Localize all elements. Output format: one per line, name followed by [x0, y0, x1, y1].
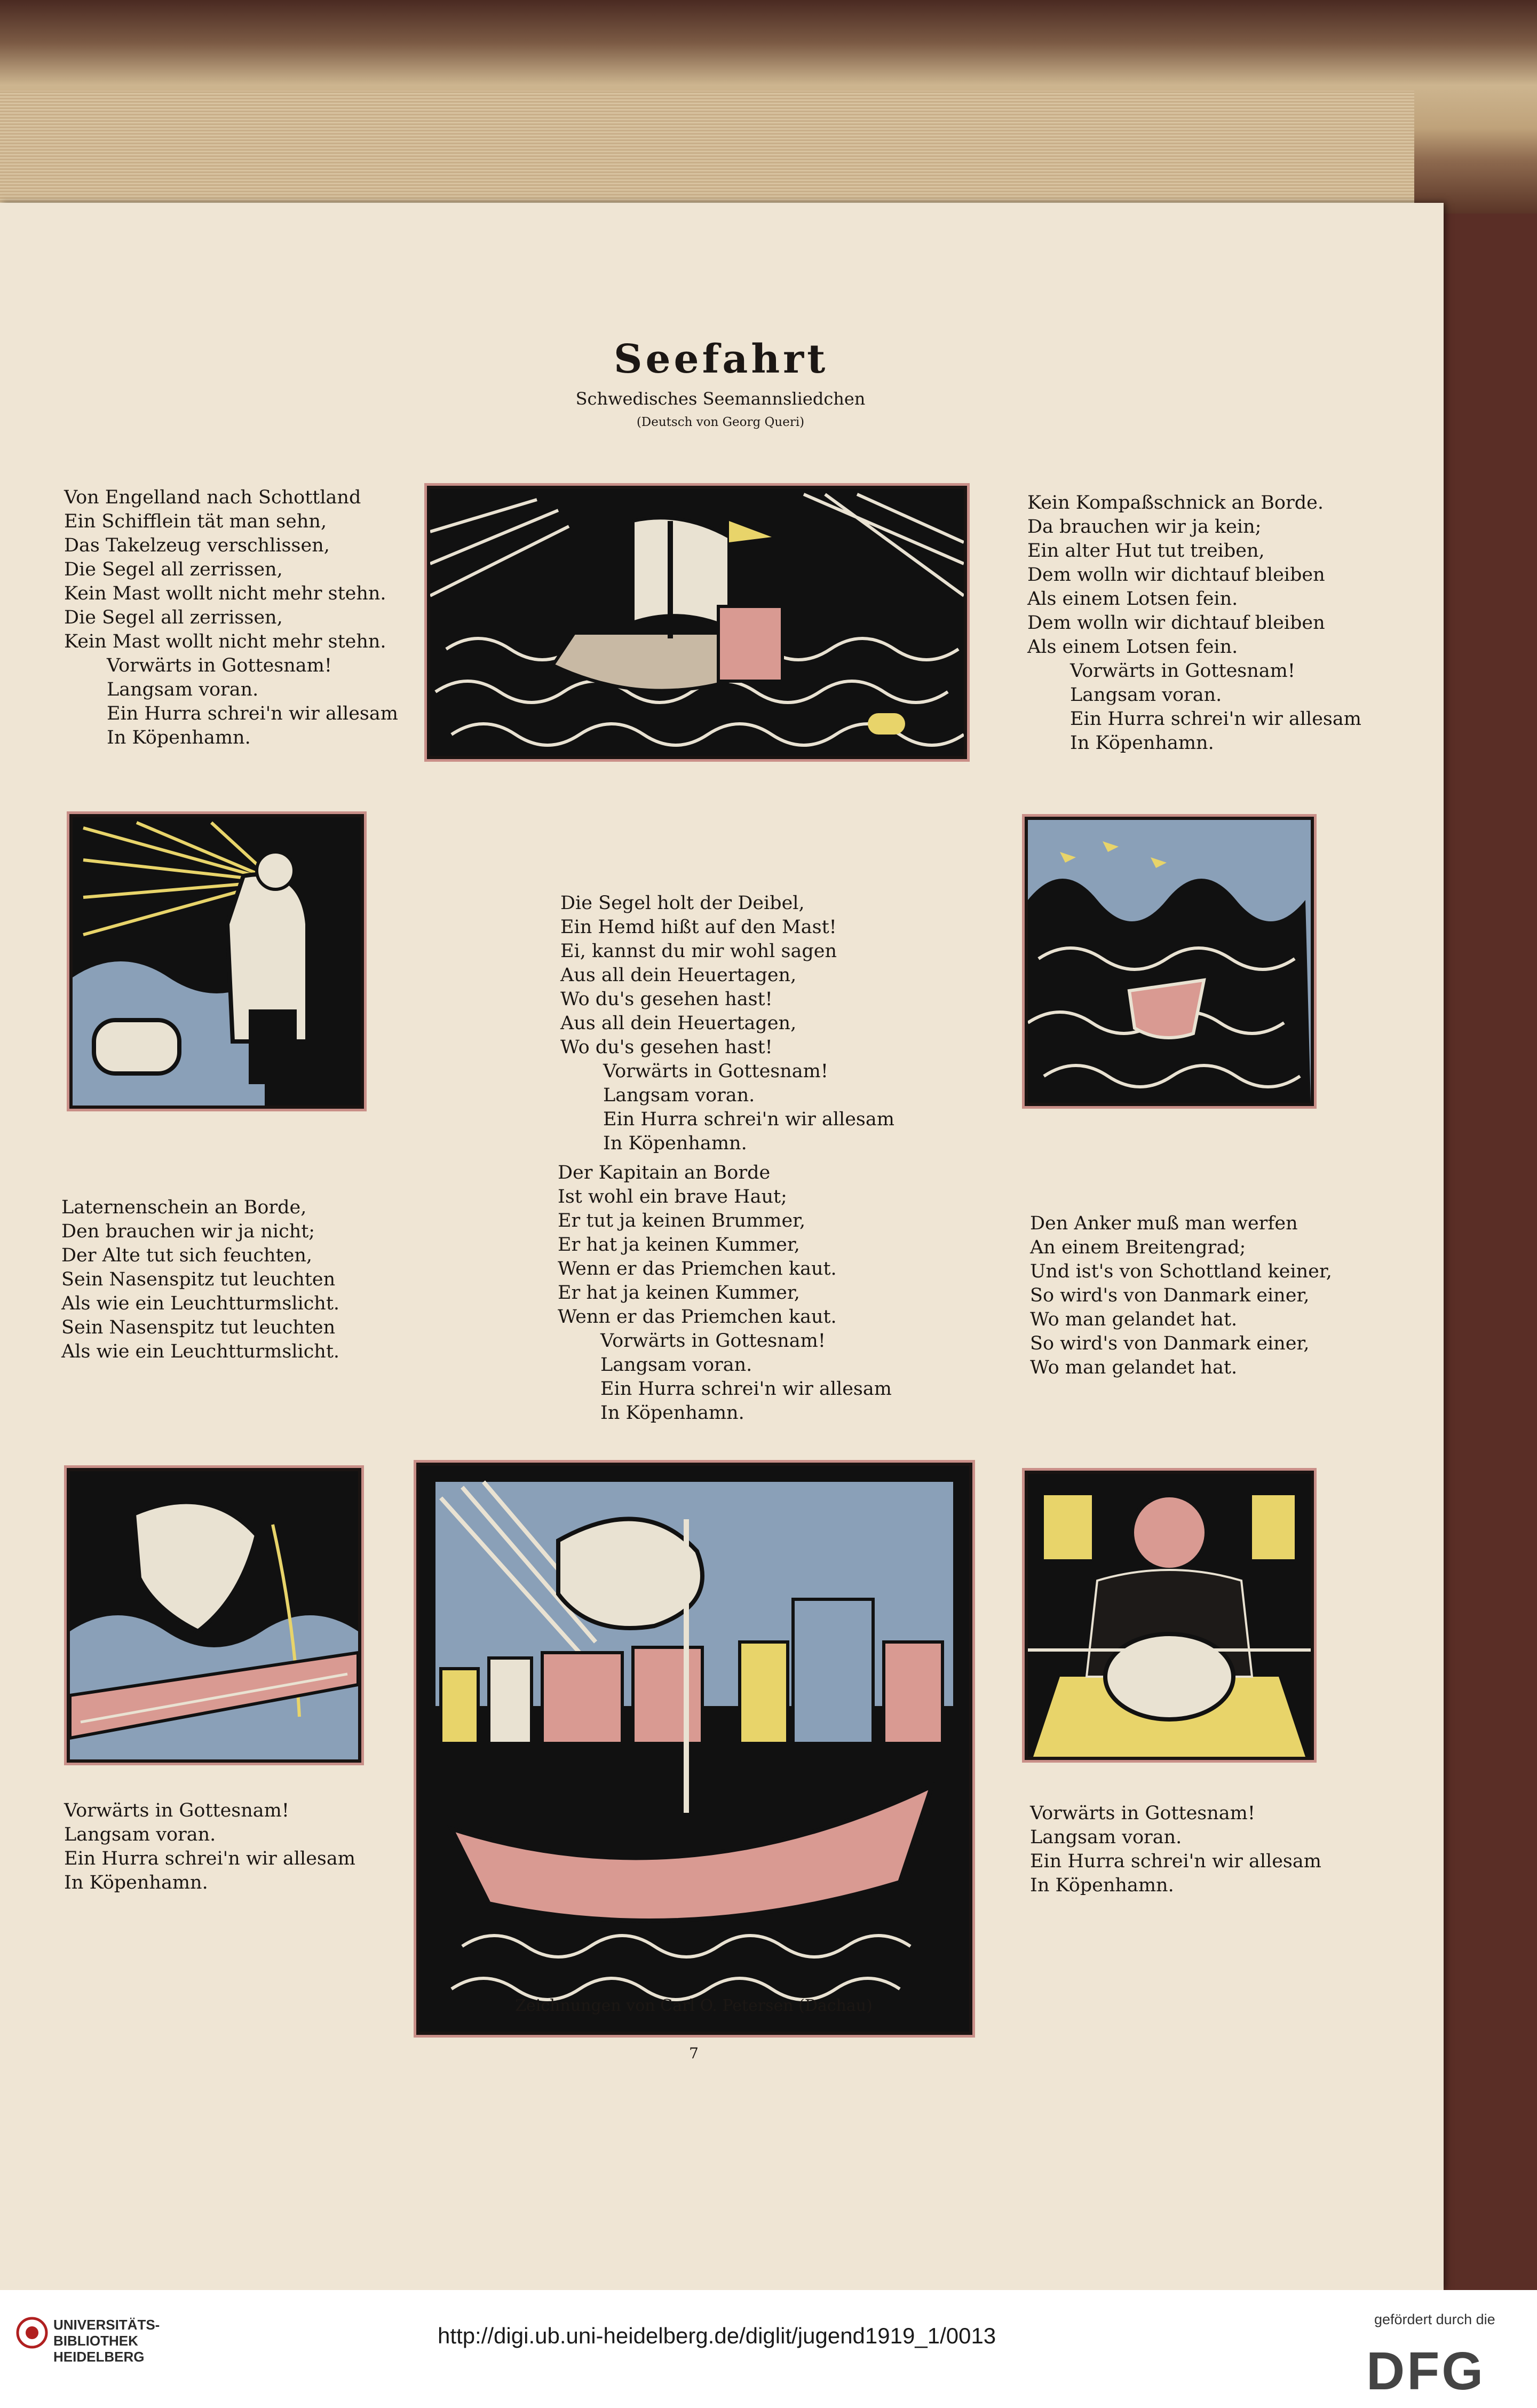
- verse-3: [560, 891, 894, 1156]
- verse-line: Das Takelzeug verschlissen,: [64, 535, 330, 556]
- verse-line: Den Anker muß man werfen: [1030, 1213, 1298, 1234]
- verse-line: Sein Nasenspitz tut leuchten: [61, 1317, 336, 1338]
- refrain-line: In Köpenhamn.: [1030, 1875, 1174, 1896]
- verse-2: [1027, 491, 1361, 755]
- refrain-line: Ein Hurra schrei'n wir allesam: [600, 1378, 892, 1400]
- verse-line: Ein Hemd hißt auf den Mast!: [560, 917, 837, 938]
- refrain-line: Ein Hurra schrei'n wir allesam: [1070, 708, 1361, 730]
- verse-line: Wo du's gesehen hast!: [560, 1037, 773, 1058]
- page-subtitle: Schwedisches Seemannsliedchen: [575, 389, 866, 409]
- refrain-line: Vorwärts in Gottesnam!: [1030, 1803, 1255, 1824]
- verse-line: Wo man gelandet hat.: [1030, 1357, 1238, 1378]
- illustration-sailor-lantern: [69, 814, 364, 1109]
- verse-line: Aus all dein Heuertagen,: [560, 1013, 797, 1034]
- verse-line: An einem Breitengrad;: [1030, 1237, 1246, 1258]
- refrain-line: Vorwärts in Gottesnam!: [603, 1061, 828, 1082]
- refrain-line: Langsam voran.: [1070, 684, 1222, 706]
- verse-line: Wenn er das Priemchen kaut.: [558, 1306, 837, 1328]
- verse-line: Kein Kompaßschnick an Borde.: [1027, 492, 1324, 514]
- verse-line: Da brauchen wir ja kein;: [1027, 516, 1262, 538]
- logo-line: BIBLIOTHEK: [53, 2333, 138, 2349]
- illustration-ship-storm: [427, 486, 967, 759]
- illustration-shirt-mast: [67, 1468, 361, 1763]
- refrain-line: Vorwärts in Gottesnam!: [600, 1330, 826, 1352]
- verse-line: Die Segel holt der Deibel,: [560, 893, 805, 914]
- verse-line: Von Engelland nach Schottland: [64, 487, 361, 508]
- verse-line: Er hat ja keinen Kummer,: [558, 1234, 800, 1256]
- dfg-logo[interactable]: DFG: [1366, 2341, 1486, 2401]
- verse-line: Als wie ein Leuchtturmslicht.: [61, 1341, 340, 1362]
- refrain-line: Langsam voran.: [603, 1085, 755, 1106]
- verse-line: Ein alter Hut tut treiben,: [1027, 540, 1265, 562]
- refrain-line: Ein Hurra schrei'n wir allesam: [1030, 1851, 1321, 1872]
- verse-line: Kein Mast wollt nicht mehr stehn.: [64, 631, 386, 652]
- verse-line: So wird's von Danmark einer,: [1030, 1333, 1310, 1354]
- verse-5: [558, 1161, 892, 1425]
- library-logo[interactable]: [53, 2317, 160, 2365]
- illustration-credit: Zeichnungen von Carl O. Petersen (Dachau): [515, 1996, 873, 2015]
- verse-line: Wo man gelandet hat.: [1030, 1309, 1238, 1330]
- translator-note: (Deutsch von Georg Queri): [636, 415, 805, 429]
- page-sheet: [0, 203, 1444, 2290]
- refrain-line: In Köpenhamn.: [1070, 732, 1214, 754]
- verse-line: Ein Schifflein tät man sehn,: [64, 511, 327, 532]
- book-page-stack: [0, 91, 1414, 214]
- verse-line: Kein Mast wollt nicht mehr stehn.: [64, 583, 386, 604]
- verse-line: Laternenschein an Borde,: [61, 1197, 307, 1218]
- verse-line: Als wie ein Leuchtturmslicht.: [61, 1293, 340, 1314]
- verse-line: Als einem Lotsen fein.: [1027, 588, 1238, 610]
- verse-line: Dem wolln wir dichtauf bleiben: [1027, 612, 1325, 634]
- refrain-line: Vorwärts in Gottesnam!: [64, 1800, 289, 1821]
- refrain-line: In Köpenhamn.: [64, 1872, 208, 1893]
- verse-line: Sein Nasenspitz tut leuchten: [61, 1269, 336, 1290]
- page-number: 7: [689, 2044, 699, 2062]
- illustration-hat-waves: [1025, 817, 1314, 1106]
- verse-line: Der Kapitain an Borde: [558, 1162, 771, 1183]
- verse-line: Die Segel all zerrissen,: [64, 559, 283, 580]
- verse-line: Und ist's von Schottland keiner,: [1030, 1261, 1332, 1282]
- bottom-left-refrain: [64, 1799, 355, 1895]
- verse-line: Er tut ja keinen Brummer,: [558, 1210, 806, 1231]
- refrain-line: In Köpenhamn.: [600, 1402, 744, 1424]
- refrain-line: Vorwärts in Gottesnam!: [1070, 660, 1295, 682]
- refrain-line: In Köpenhamn.: [603, 1133, 747, 1154]
- verse-line: Wo du's gesehen hast!: [560, 989, 773, 1010]
- source-url-link[interactable]: http://digi.ub.uni-heidelberg.de/diglit/jugend1919_1/0013: [438, 2323, 996, 2348]
- refrain-line: Vorwärts in Gottesnam!: [107, 655, 332, 676]
- refrain-line: In Köpenhamn.: [107, 727, 251, 748]
- verse-line: Ist wohl ein brave Haut;: [558, 1186, 787, 1207]
- refrain-line: Ein Hurra schrei'n wir allesam: [603, 1109, 894, 1130]
- refrain-line: Langsam voran.: [64, 1824, 216, 1845]
- verse-line: Den brauchen wir ja nicht;: [61, 1221, 315, 1242]
- verse-line: So wird's von Danmark einer,: [1030, 1285, 1310, 1306]
- verse-line: Er hat ja keinen Kummer,: [558, 1282, 800, 1304]
- logo-line: HEIDELBERG: [53, 2349, 145, 2365]
- verse-line: Der Alte tut sich feuchten,: [61, 1245, 313, 1266]
- illustration-harbour-ship: [416, 1463, 972, 2035]
- logo-line: UNIVERSITÄTS-: [53, 2317, 160, 2333]
- bottom-right-refrain: [1030, 1802, 1321, 1898]
- verse-line: Die Segel all zerrissen,: [64, 607, 283, 628]
- refrain-line: Ein Hurra schrei'n wir allesam: [64, 1848, 355, 1869]
- verse-line: Wenn er das Priemchen kaut.: [558, 1258, 837, 1280]
- refrain-line: Langsam voran.: [600, 1354, 752, 1376]
- refrain-line: Ein Hurra schrei'n wir allesam: [107, 703, 398, 724]
- refrain-line: Langsam voran.: [107, 679, 259, 700]
- verse-line: Ei, kannst du mir wohl sagen: [560, 941, 837, 962]
- verse-line: Als einem Lotsen fein.: [1027, 636, 1238, 658]
- verse-line: Aus all dein Heuertagen,: [560, 965, 797, 986]
- sponsor-label: gefördert durch die: [1374, 2311, 1495, 2327]
- refrain-line: Langsam voran.: [1030, 1827, 1182, 1848]
- university-seal-icon: [16, 2317, 48, 2349]
- verse-line: Dem wolln wir dichtauf bleiben: [1027, 564, 1325, 586]
- verse-4: [61, 1196, 339, 1364]
- footer-bar: [0, 2290, 1537, 2408]
- page-title: Seefahrt: [614, 336, 829, 382]
- verse-1: [64, 486, 398, 750]
- verse-6: [1030, 1212, 1332, 1380]
- illustration-captain-tavern: [1025, 1471, 1314, 1760]
